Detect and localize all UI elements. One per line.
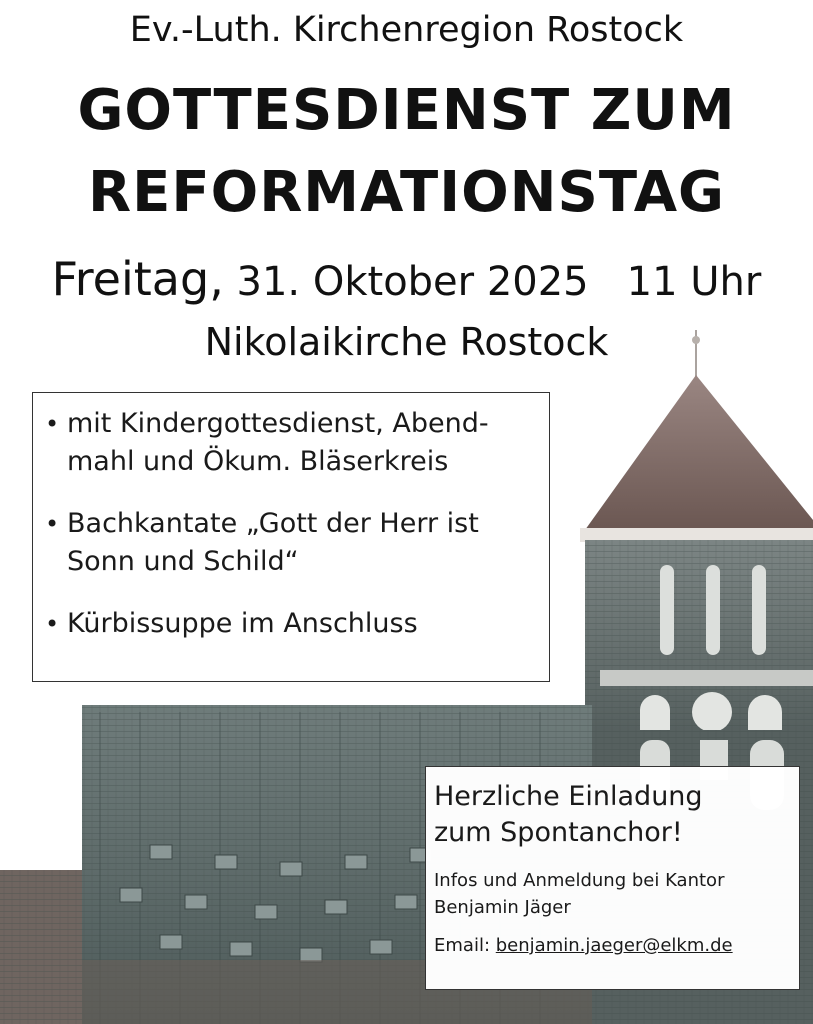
invitation-info: Infos und Anmeldung bei Kantor Benjamin Jäger bbox=[434, 870, 725, 918]
email-line bbox=[434, 933, 791, 959]
email-label: Email: bbox=[434, 935, 491, 956]
venue: Nikolaikirche Rostock bbox=[204, 320, 609, 364]
feature-item bbox=[45, 505, 537, 581]
feature-text: mit Kindergottesdienst, Abend- mahl und Ökum. Bläserkreis bbox=[67, 408, 489, 477]
bullet-icon: • bbox=[45, 410, 60, 438]
feature-item bbox=[45, 605, 537, 643]
invitation-box bbox=[425, 766, 800, 990]
event-time: 11 Uhr bbox=[626, 259, 762, 305]
email-link[interactable]: benjamin.jaeger@elkm.de bbox=[495, 935, 733, 956]
event-date: 31. Oktober 2025 bbox=[236, 259, 589, 305]
weekday: Freitag, bbox=[51, 252, 224, 306]
bullet-icon: • bbox=[45, 510, 60, 538]
title-line-1: GOTTESDIENST ZUM bbox=[77, 78, 736, 143]
date-line bbox=[0, 252, 813, 306]
roof-eave bbox=[580, 528, 813, 542]
features-box bbox=[32, 392, 550, 682]
invitation-heading: Herzliche Einladung zum Spontanchor! bbox=[434, 781, 703, 848]
side-aisle-brickwork bbox=[0, 870, 82, 1024]
tower-roof bbox=[585, 375, 813, 530]
feature-text: Kürbissuppe im Anschluss bbox=[67, 608, 418, 639]
feature-item bbox=[45, 405, 537, 481]
feature-text: Bachkantate „Gott der Herr ist Sonn und Schild“ bbox=[67, 508, 479, 577]
organization-name: Ev.-Luth. Kirchenregion Rostock bbox=[129, 10, 684, 50]
bullet-icon: • bbox=[45, 610, 60, 638]
tower-band bbox=[600, 670, 813, 686]
title-line-2: REFORMATIONSTAG bbox=[87, 160, 726, 225]
